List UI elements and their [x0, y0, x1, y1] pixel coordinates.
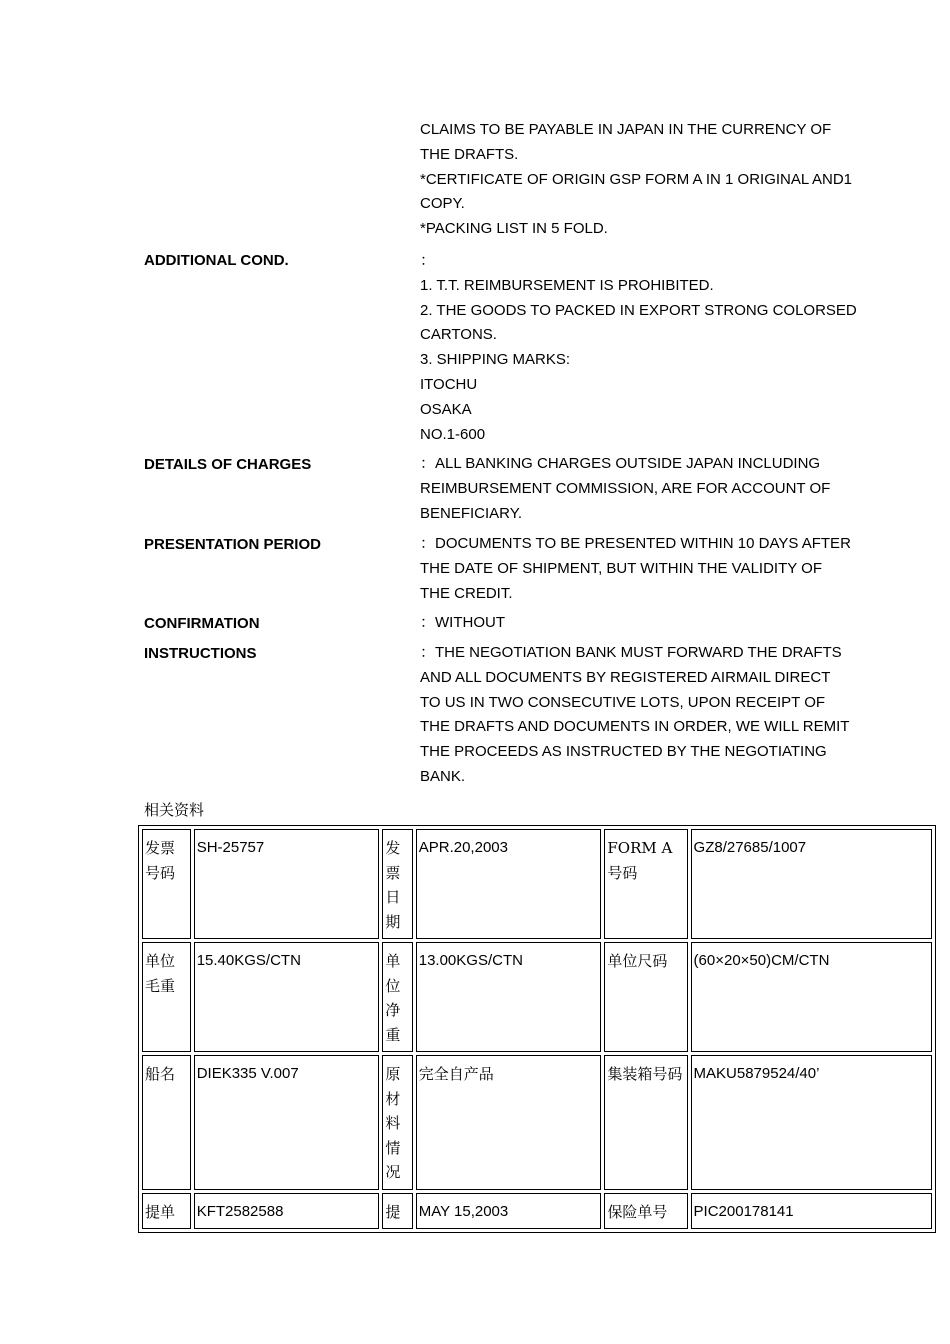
text-line: THE DATE OF SHIPMENT, BUT WITHIN THE VALIDITY OF: [420, 559, 822, 577]
table-row: [142, 1193, 932, 1230]
text-line: *CERTIFICATE OF ORIGIN GSP FORM A IN 1 ORIGINAL AND1: [420, 170, 853, 188]
text-line: BANK.: [420, 767, 466, 785]
bill-of-lading-label: 提单: [142, 1193, 191, 1230]
text-line: 1. T.T. REIMBURSEMENT IS PROHIBITED.: [420, 276, 714, 294]
text-line: *PACKING LIST IN 5 FOLD.: [420, 220, 608, 238]
net-weight-label: 单位净重: [382, 942, 412, 1052]
net-weight-value: 13.00KGS/CTN: [416, 942, 602, 1052]
details-of-charges-label: DETAILS OF CHARGES: [144, 456, 312, 473]
text-line: REIMBURSEMENT COMMISSION, ARE FOR ACCOUNT OF: [420, 479, 831, 497]
details-of-charges-text: [420, 452, 900, 526]
bl-date-label: 提: [382, 1193, 412, 1230]
text-line: AND ALL DOCUMENTS BY REGISTERED AIRMAIL DIRECT: [420, 668, 831, 686]
additional-cond-text: [420, 249, 900, 447]
text-line: ：DOCUMENTS TO BE PRESENTED WITHIN 10 DAYS AFTER: [420, 535, 851, 552]
insurance-policy-value: PIC200178141: [691, 1193, 932, 1230]
instructions-label: INSTRUCTIONS: [144, 645, 257, 662]
container-no-value: MAKU5879524/40’: [691, 1055, 932, 1190]
invoice-no-label: 发票号码: [142, 829, 191, 939]
text-line: 3. SHIPPING MARKS:: [420, 351, 571, 369]
text-line: OSAKA: [420, 400, 472, 418]
text-line: NO.1-600: [420, 425, 486, 443]
text-line: BENEFICIARY.: [420, 504, 522, 522]
table-row: [142, 829, 932, 939]
text-line: CLAIMS TO BE PAYABLE IN JAPAN IN THE CURRENCY OF: [420, 121, 832, 138]
container-no-label: 集装箱号码: [604, 1055, 687, 1190]
vessel-name-value: DIEK335 V.007: [194, 1055, 380, 1190]
form-a-no-label: FORM A 号码: [604, 829, 687, 939]
related-info-caption: 相关资料: [144, 801, 205, 819]
text-line: TO US IN TWO CONSECUTIVE LOTS, UPON RECEIPT OF: [420, 693, 826, 711]
text-line: ：WITHOUT: [420, 614, 505, 631]
text-line: CARTONS.: [420, 326, 497, 344]
instructions-text: [420, 641, 900, 790]
table-row: [142, 1055, 932, 1190]
presentation-period-text: [420, 532, 900, 606]
measurement-label: 单位尺码: [604, 942, 687, 1052]
related-info-table: [138, 825, 936, 1233]
insurance-policy-label: 保险单号: [604, 1193, 687, 1230]
confirmation-label: CONFIRMATION: [144, 615, 260, 632]
text-line: ：ALL BANKING CHARGES OUTSIDE JAPAN INCLUDING: [420, 455, 821, 472]
text-line: THE CREDIT.: [420, 584, 513, 602]
invoice-no-value: SH-25757: [194, 829, 380, 939]
bl-date-value: MAY 15,2003: [416, 1193, 602, 1230]
text-line: 2. THE GOODS TO PACKED IN EXPORT STRONG COLORSED: [420, 301, 857, 319]
bill-of-lading-value: KFT2582588: [194, 1193, 380, 1230]
table-row: [142, 942, 932, 1052]
text-line: THE DRAFTS.: [420, 145, 519, 163]
text-line: THE DRAFTS AND DOCUMENTS IN ORDER, WE WILL REMIT: [420, 718, 850, 736]
form-a-no-value: GZ8/27685/1007: [691, 829, 932, 939]
confirmation-text: [420, 611, 900, 636]
text-line: ITOCHU: [420, 375, 478, 393]
text-line: THE PROCEEDS AS INSTRUCTED BY THE NEGOTIATING: [420, 743, 827, 761]
presentation-period-label: PRESENTATION PERIOD: [144, 536, 321, 553]
gross-weight-value: 15.40KGS/CTN: [194, 942, 380, 1052]
vessel-name-label: 船名: [142, 1055, 191, 1190]
invoice-date-value: APR.20,2003: [416, 829, 602, 939]
text-line: COPY.: [420, 195, 465, 213]
measurement-value: (60×20×50)CM/CTN: [691, 942, 932, 1052]
gross-weight-label: 单位毛重: [142, 942, 191, 1052]
raw-material-label: 原材料情况: [382, 1055, 412, 1190]
additional-cond-label: ADDITIONAL COND.: [144, 252, 289, 269]
text-line: ：THE NEGOTIATION BANK MUST FORWARD THE DRAFTS: [420, 644, 842, 661]
documents-required-continued: [420, 118, 900, 242]
invoice-date-label: 发票日期: [382, 829, 412, 939]
raw-material-value: 完全自产品: [416, 1055, 602, 1190]
text-line: ：: [420, 252, 436, 269]
